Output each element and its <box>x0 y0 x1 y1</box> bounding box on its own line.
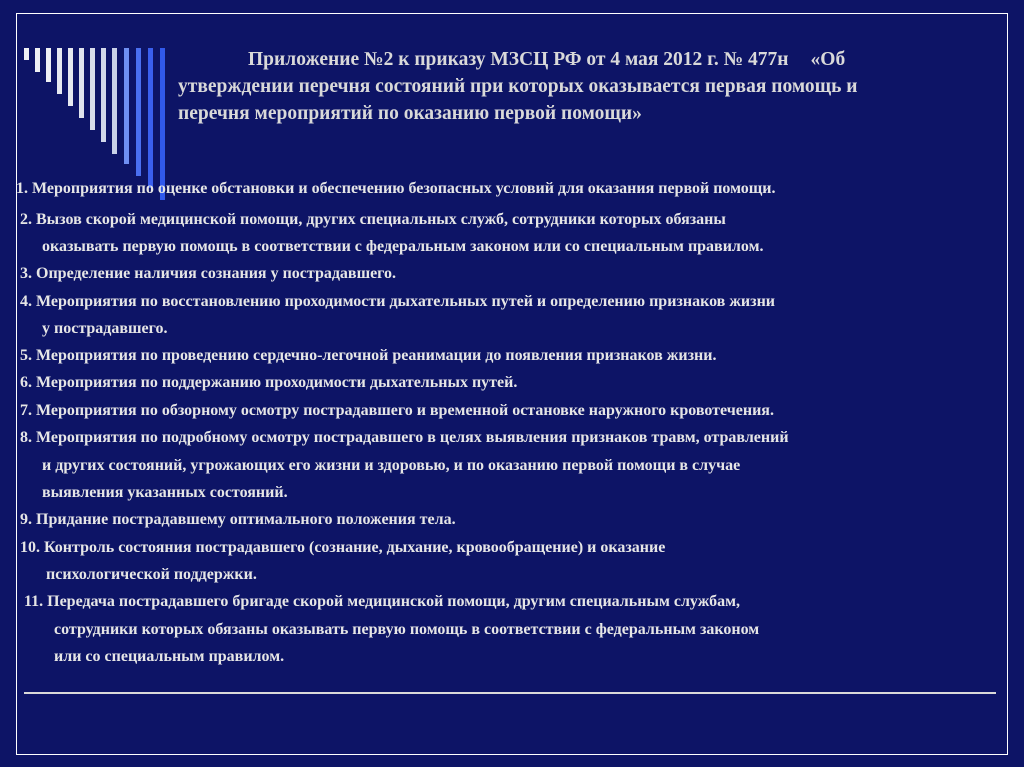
list-item-3-line-1: 3. Определение наличия сознания у пострадавшего. <box>20 265 397 282</box>
list-item-8-line-2: и других состояний, угрожающих его жизни и здоровью, и по оказанию первой помощи в случае <box>42 457 741 474</box>
list-item-11-line-3: или со специальным правилом. <box>54 648 285 665</box>
list-item-9-line-1: 9. Придание пострадавшему оптимального положения тела. <box>20 511 456 528</box>
title-line-2: утверждении перечня состояний при которых оказывается первая помощь и <box>178 76 858 97</box>
title-line-1b: «Об <box>810 49 846 70</box>
bottom-divider <box>24 692 996 694</box>
list-item-5-line-1: 5. Мероприятия по проведению сердечно-легочной реанимации до появления признаков жизни. <box>20 347 717 364</box>
list-item-4-line-2: у пострадавшего. <box>42 320 168 337</box>
list-item-6-line-1: 6. Мероприятия по поддержанию проходимости дыхательных путей. <box>20 374 518 391</box>
list-item-2-line-1: 2. Вызов скорой медицинской помощи, других специальных служб, сотрудники которых обязаны <box>20 211 726 228</box>
list-item-10-line-1: 10. Контроль состояния пострадавшего (сознание, дыхание, кровообращение) и оказание <box>20 539 666 556</box>
list-item-1-line-1: 1. Мероприятия по оценке обстановки и обеспечению безопасных условий для оказания первой помощи. <box>16 180 776 197</box>
list-item-11-line-1: 11. Передача пострадавшего бригаде скорой медицинской помощи, другим специальным службам, <box>24 593 740 610</box>
list-item-11-line-2: сотрудники которых обязаны оказывать первую помощь в соответствии с федеральным законом <box>54 621 760 638</box>
list-item-2-line-2: оказывать первую помощь в соответствии с федеральным законом или со специальным правилом. <box>42 238 764 255</box>
title-line-3: перечня мероприятий по оказанию первой помощи» <box>178 103 642 124</box>
list-item-8-line-3: выявления указанных состояний. <box>42 484 288 501</box>
title-line-1a: Приложение №2 к приказу МЗСЦ РФ от 4 мая 2012 г. № 477н <box>248 49 789 70</box>
list-item-8-line-1: 8. Мероприятия по подробному осмотру пострадавшего в целях выявления признаков травм, отравлений <box>20 429 789 446</box>
list-item-10-line-2: психологической поддержки. <box>46 566 257 583</box>
list-item-7-line-1: 7. Мероприятия по обзорному осмотру пострадавшего и временной остановке наружного кровотечения. <box>20 402 774 419</box>
list-item-4-line-1: 4. Мероприятия по восстановлению проходимости дыхательных путей и определению признаков жизни <box>20 293 775 310</box>
